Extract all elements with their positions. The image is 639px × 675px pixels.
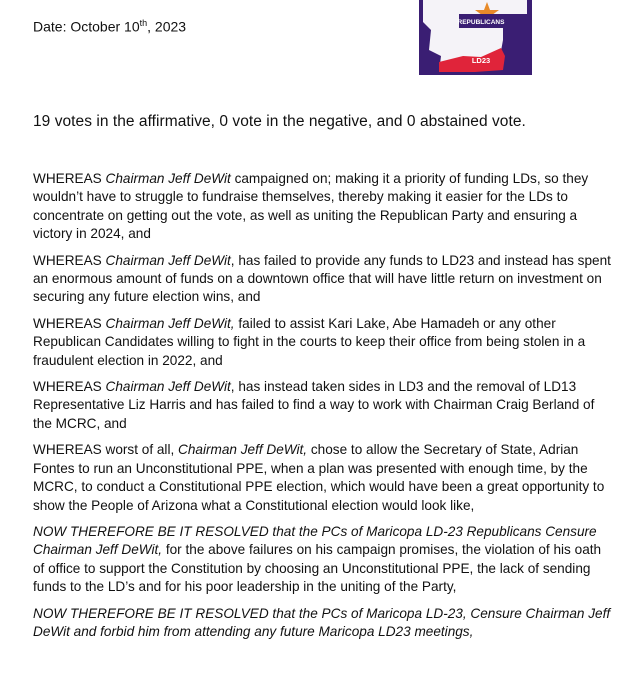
document-date [33,18,186,35]
whereas-paragraph: WHEREAS Chairman Jeff DeWit, has failed to provide any funds to LD23 and instead has spent an enormous amount of funds on a downtown office that will have little return on investment on securing any future election wins, and [33,252,611,305]
chairman-name: Chairman Jeff DeWit [105,379,231,395]
whereas-paragraph: WHEREAS Chairman Jeff DeWit campaigned on; making it a priority of funding LDs, so they wouldn’t have to struggle to fundraise themselves, thereby making it easier for the LDs to concentrate on getting out the vote, as well as uniting the Republican Party and ensuring a victory in 2024, and [33,171,589,242]
chairman-name: Chairman Jeff DeWit [105,252,231,268]
resolution-body [33,170,613,649]
chairman-name: Chairman Jeff DeWit [105,171,231,186]
resolved-paragraph: NOW THEREFORE BE IT RESOLVED that the PCs of Maricopa LD-23, Censure Chairman Jeff DeWit and forbid him from attending any future Maricopa LD23 meetings, [33,605,611,639]
chairman-name: Chairman Jeff DeWit, [105,315,235,331]
resolved-paragraph: NOW THEREFORE BE IT RESOLVED that the PCs of Maricopa LD-23 Republicans Censure Chairman Jeff DeWit, for the above failures on his campaign promises, the violation of his oath of office to support the Constitution by choosing an Unconstitutional PPE, the lack of sending funds to the LD’s and for his poor leadership in the uniting of the Party, [33,523,602,595]
logo-text-ld23: LD23 [471,56,491,65]
date-ordinal: th [139,18,148,28]
date-prefix: Date: October 10 [33,18,140,35]
whereas-paragraph: WHEREAS worst of all, Chairman Jeff DeWit, chose to allow the Secretary of State, Adrian Fontes to run an Unconstitutional PPE, when a plan was presented with enough time, by the MCRC, to conduct a Constitutional PPE election, which would have been a great opportunity to show the People of Arizona what a Constitutional election would look like, [33,442,605,513]
whereas-paragraph: WHEREAS Chairman Jeff DeWit, has instead taken sides in LD3 and the removal of LD13 Representative Liz Harris and has failed to find a way to work with Chairman Craig Berland of the MCRC, and [33,379,595,431]
logo-text-republicans: REPUBLICANS [457,19,505,26]
chairman-name: Chairman Jeff DeWit, [178,442,308,458]
votes-tally: 19 votes in the affirmative, 0 vote in the negative, and 0 abstained vote. [33,113,526,130]
whereas-paragraph: WHEREAS Chairman Jeff DeWit, failed to assist Kari Lake, Abe Hamadeh or any other Republican Candidates willing to fight in the courts to keep their office from being stolen in a fraudulent election in 2022, and [33,315,586,368]
date-suffix: , 2023 [147,18,187,35]
ld23-republicans-logo [419,0,532,75]
